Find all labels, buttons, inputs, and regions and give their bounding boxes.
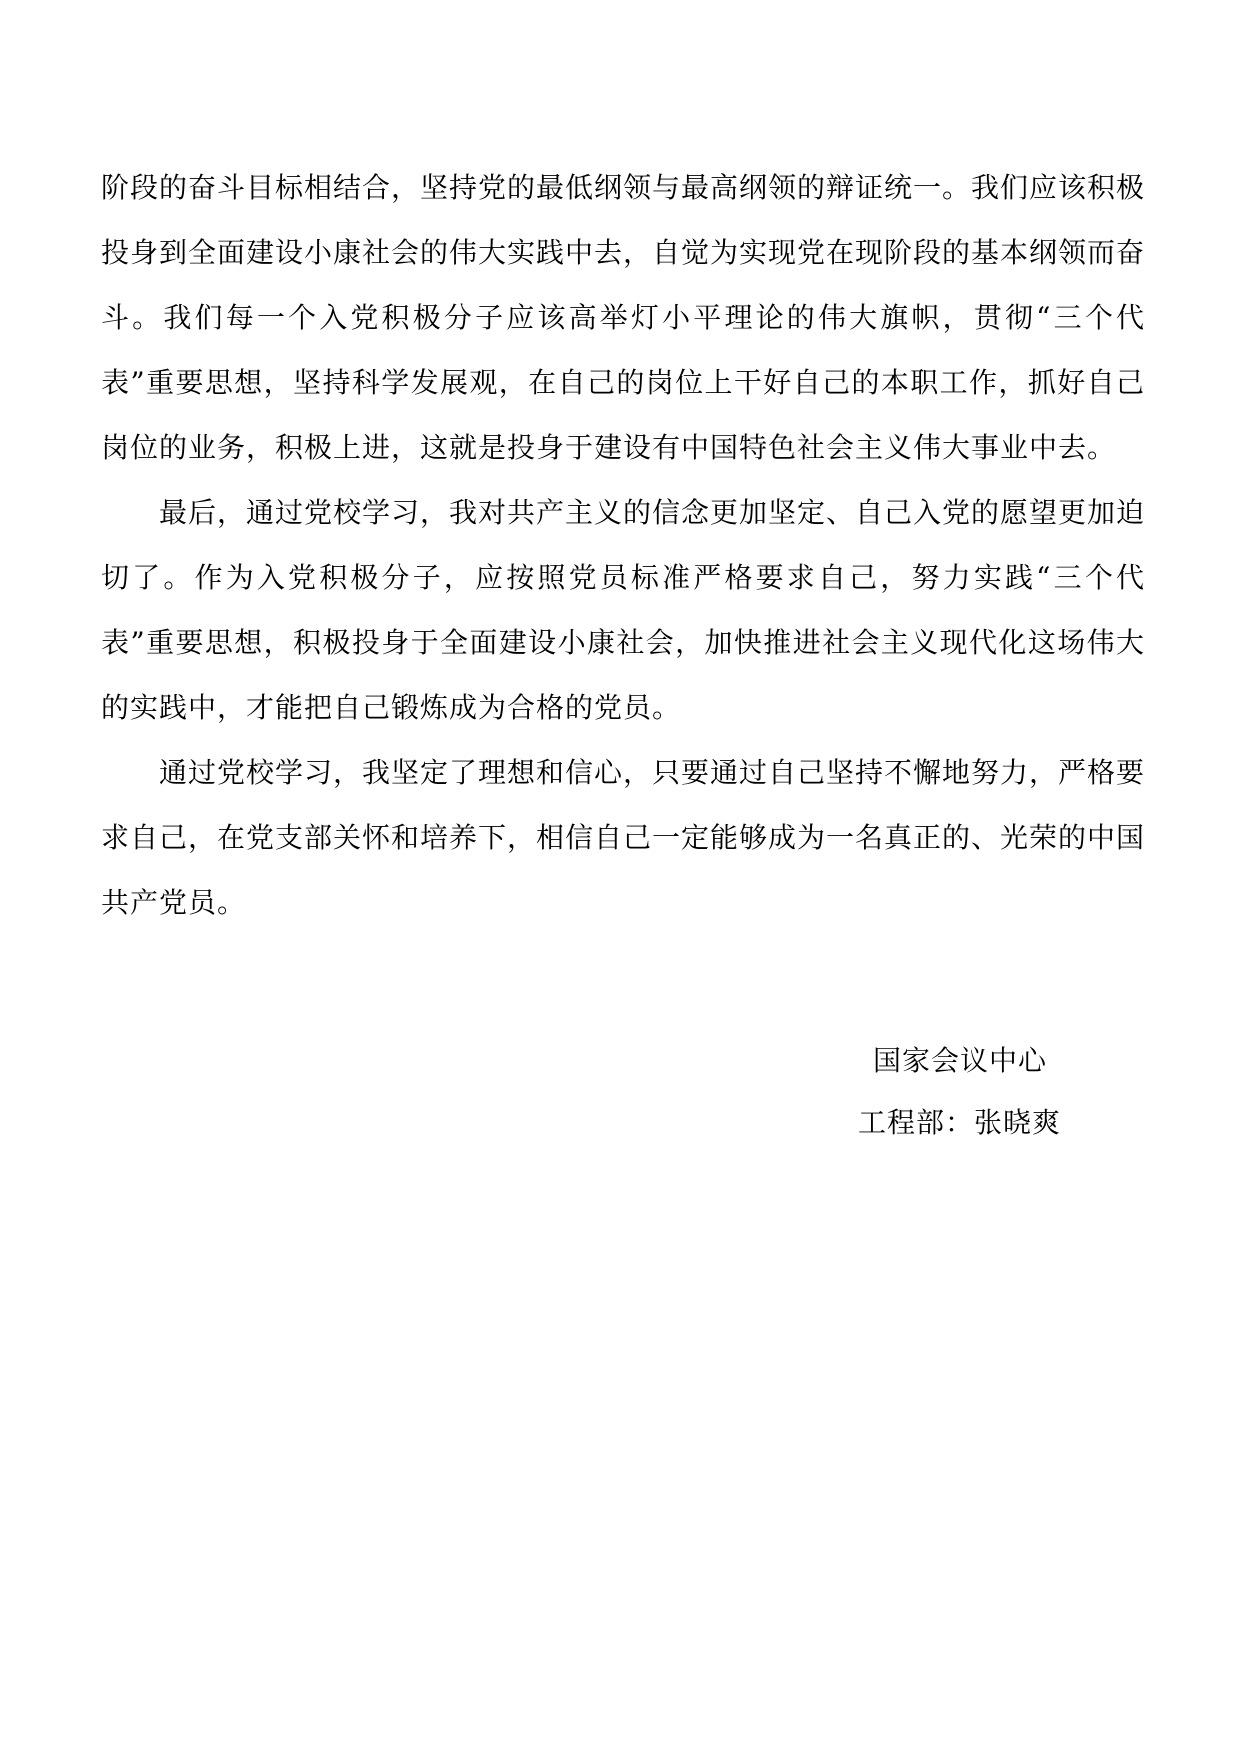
signature-organization: 国家会议中心 [873, 1044, 1048, 1077]
paragraph-closing: 通过党校学习，我坚定了理想和信心，只要通过自己坚持不懈地努力，严格要求自己，在党支部关怀和培养下，相信自己一定能够成为一名真正的、光荣的中国共产党员。 [101, 756, 1146, 919]
paragraph-continuation: 阶段的奋斗目标相结合，坚持党的最低纲领与最高纲领的辩证统一。我们应该积极投身到全面建设小康社会的伟大实践中去，自觉为实现党在现阶段的基本纲领而奋斗。我们每一个入党积极分子应该高举灯小平理论的伟大旗帜，贯彻“三个代表”重要思想，坚持科学发展观，在自己的岗位上干好自己的本职工作，抓好自己岗位的业务，积极上进，这就是投身于建设有中国特色社会主义伟大事业中去。 [101, 171, 1146, 464]
document-body [101, 155, 1145, 935]
paragraph-conclusion: 最后，通过党校学习，我对共产主义的信念更加坚定、自己入党的愿望更加迫切了。作为入党积极分子，应按照党员标准严格要求自己，努力实践“三个代表”重要思想，积极投身于全面建设小康社会，加快推进社会主义现代化这场伟大的实践中，才能把自己锻炼成为合格的党员。 [101, 496, 1146, 724]
signature-author: 工程部：张晓爽 [858, 1106, 1062, 1139]
signature-block [858, 1030, 1118, 1154]
